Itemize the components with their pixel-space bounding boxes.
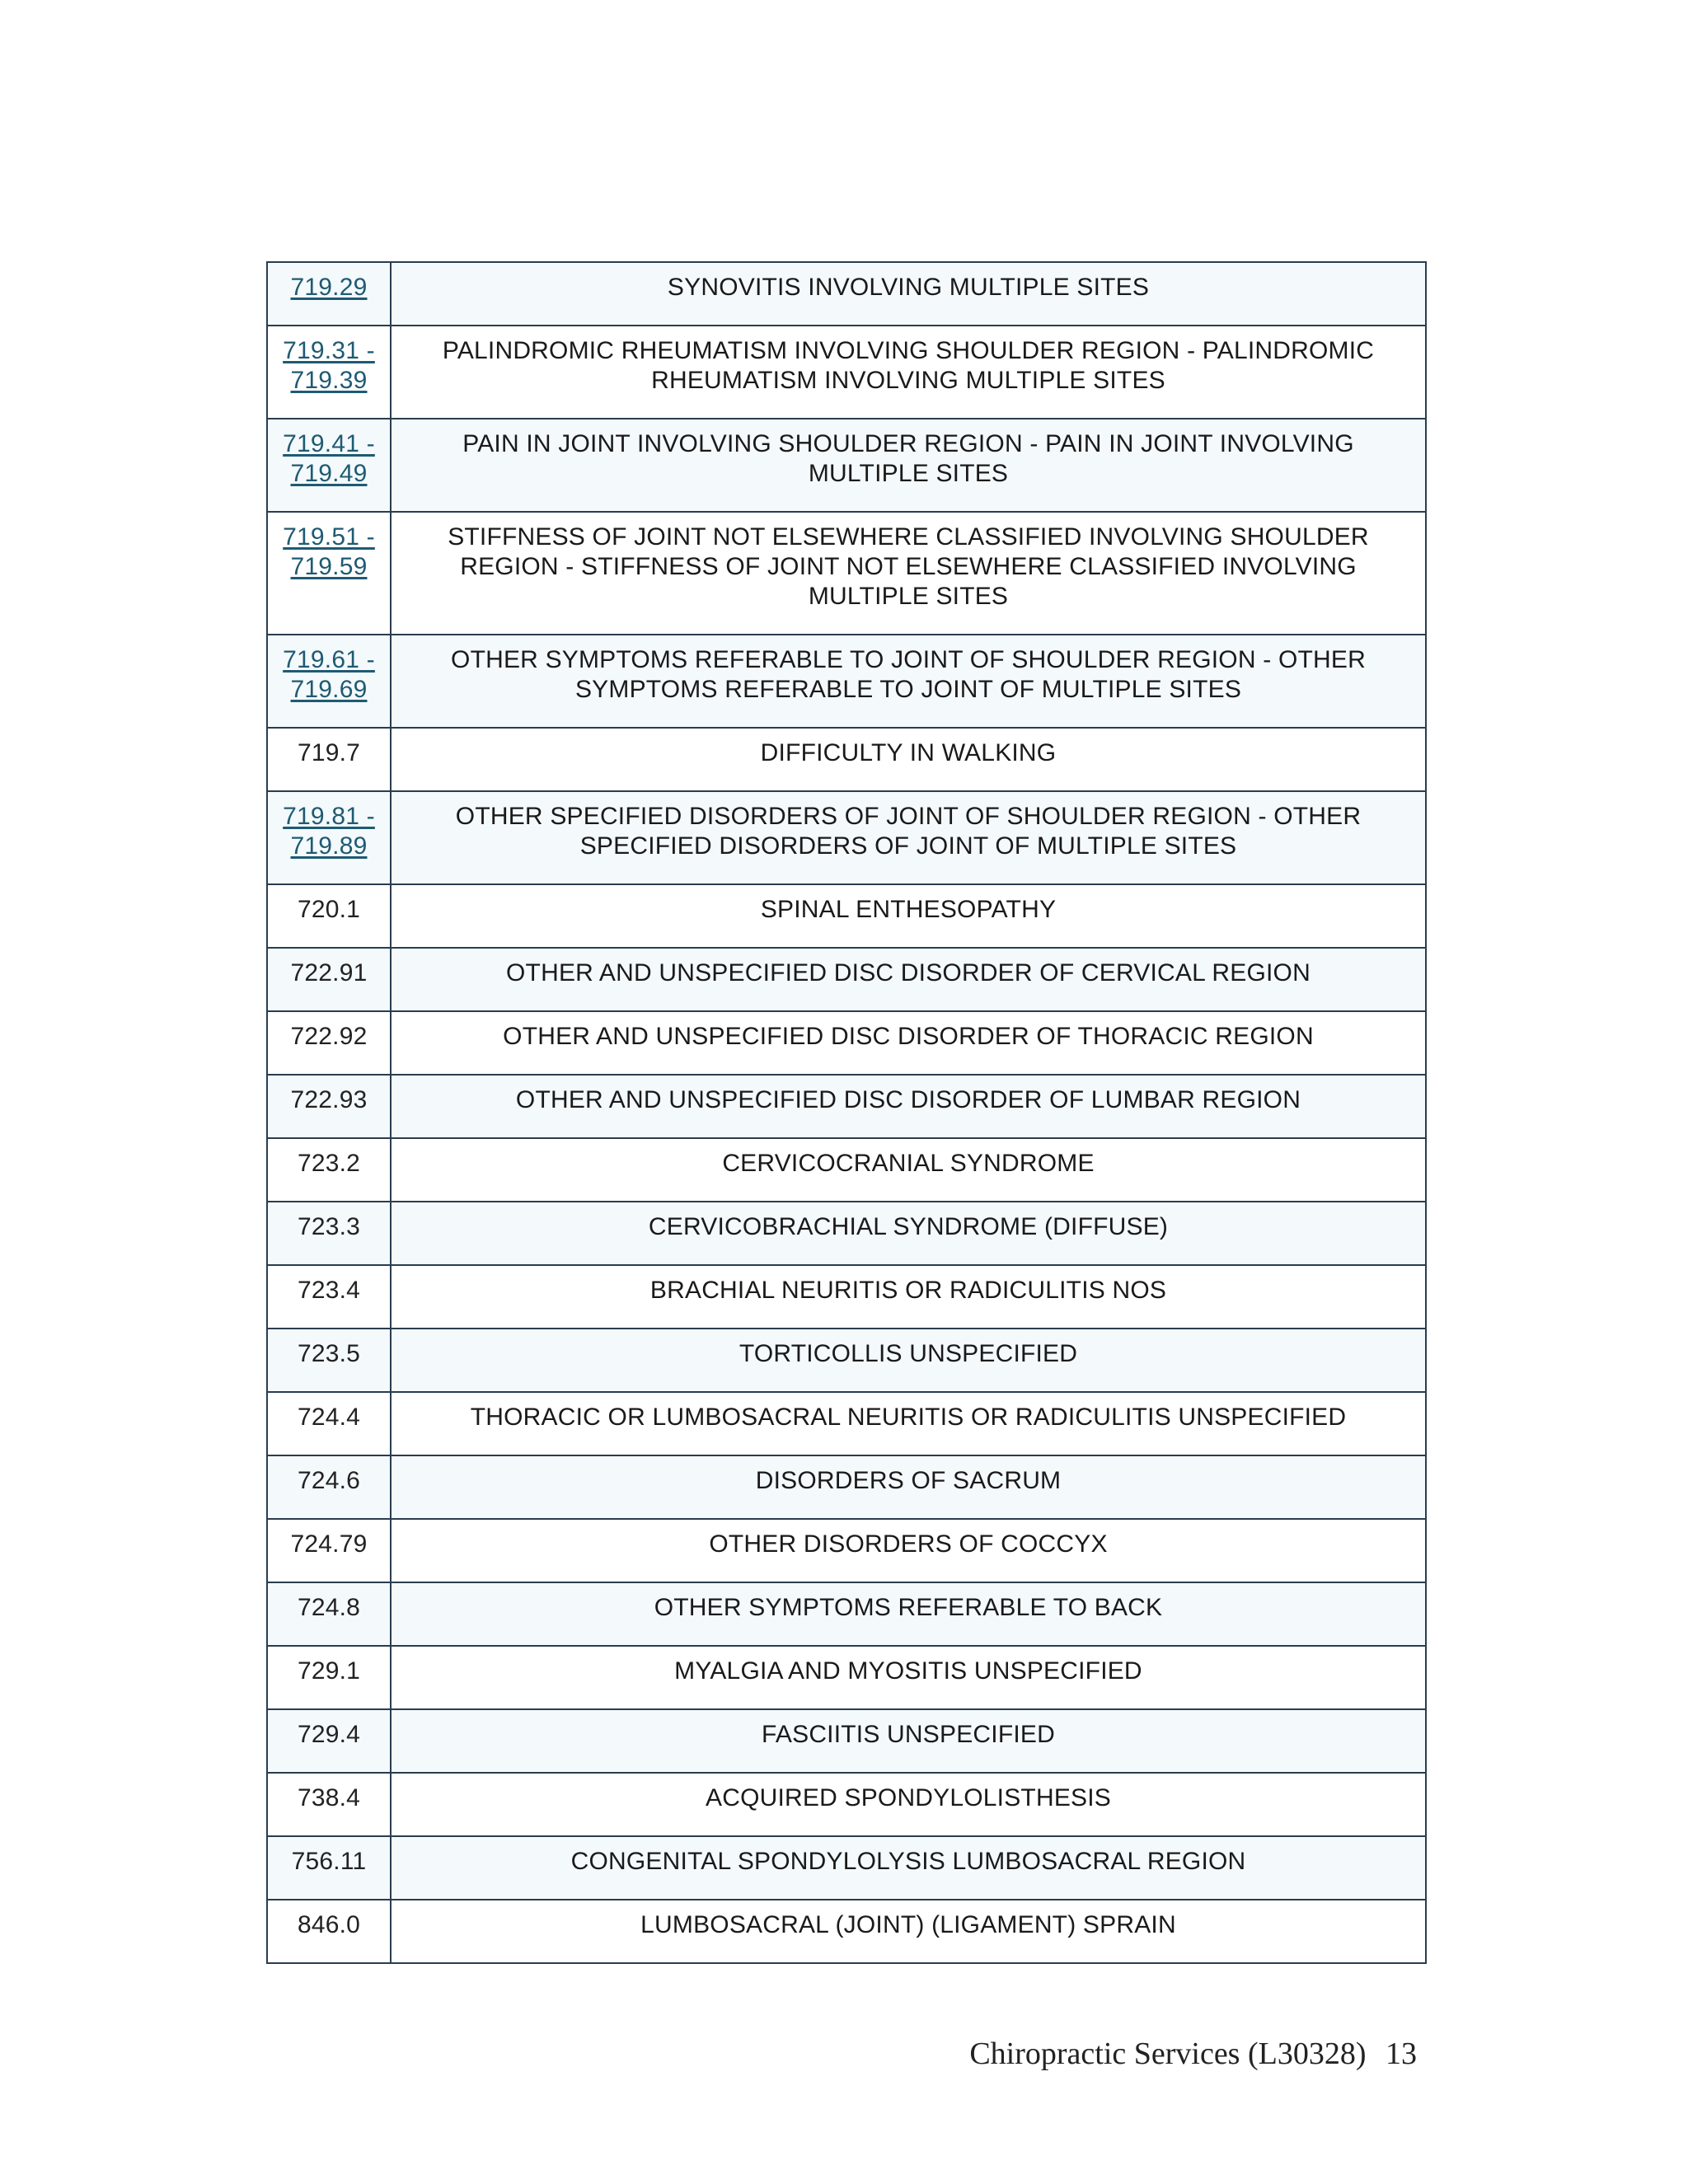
description-cell (391, 1455, 1426, 1519)
description-text: CERVICOCRANIAL SYNDROME (722, 1150, 1095, 1177)
description-cell (391, 1011, 1426, 1075)
code-cell (267, 1329, 391, 1392)
description-text: MYALGIA AND MYOSITIS UNSPECIFIED (674, 1657, 1142, 1685)
code-text[interactable]: 719.31 - (283, 337, 375, 364)
description-cell (391, 1075, 1426, 1138)
description-cell (391, 884, 1426, 948)
code-cell[interactable] (267, 326, 391, 419)
code-text[interactable]: 719.41 - (283, 430, 375, 457)
description-cell (391, 262, 1426, 326)
table-row (267, 1202, 1426, 1265)
description-cell (391, 948, 1426, 1011)
code-cell[interactable] (267, 419, 391, 512)
code-text: 723.2 (297, 1150, 361, 1177)
code-text: 724.4 (297, 1404, 361, 1431)
description-cell (391, 512, 1426, 635)
description-text: OTHER SPECIFIED DISORDERS OF JOINT OF SHOULDER REGION - OTHER SPECIFIED DISORDERS OF JOINT OF MULTIPLE SITES (455, 803, 1362, 860)
description-text: THORACIC OR LUMBOSACRAL NEURITIS OR RADICULITIS UNSPECIFIED (470, 1404, 1347, 1431)
table-row (267, 262, 1426, 326)
description-cell (391, 635, 1426, 728)
description-text: CERVICOBRACHIAL SYNDROME (DIFFUSE) (648, 1213, 1169, 1240)
code-range-end-text[interactable]: 719.59 (290, 553, 368, 580)
code-text: 724.79 (290, 1530, 368, 1558)
table-row (267, 1709, 1426, 1773)
description-cell (391, 1582, 1426, 1646)
code-text: 722.93 (290, 1086, 368, 1113)
code-cell (267, 1519, 391, 1582)
code-range-end-text[interactable]: 719.39 (290, 367, 368, 394)
code-cell (267, 1709, 391, 1773)
table-row (267, 1519, 1426, 1582)
description-cell (391, 1265, 1426, 1329)
code-text: 846.0 (297, 1911, 361, 1938)
code-cell (267, 1392, 391, 1455)
description-text: BRACHIAL NEURITIS OR RADICULITIS NOS (649, 1277, 1167, 1304)
table-row (267, 1455, 1426, 1519)
table-row (267, 1900, 1426, 1963)
code-cell (267, 948, 391, 1011)
code-text: 720.1 (297, 896, 361, 923)
table-row (267, 1329, 1426, 1392)
table-row (267, 1646, 1426, 1709)
code-cell (267, 1138, 391, 1202)
page-footer (969, 2036, 1417, 2072)
description-text: PAIN IN JOINT INVOLVING SHOULDER REGION - PAIN IN JOINT INVOLVING MULTIPLE SITES (462, 430, 1354, 487)
code-text: 738.4 (297, 1784, 361, 1811)
description-cell (391, 1329, 1426, 1392)
description-text: FASCIITIS UNSPECIFIED (762, 1721, 1055, 1748)
description-text: DISORDERS OF SACRUM (755, 1467, 1062, 1494)
code-text[interactable]: 719.81 - (283, 803, 375, 830)
table-row (267, 1582, 1426, 1646)
footer-title: Chiropractic Services (L30328) (969, 2036, 1367, 2071)
description-text: SPINAL ENTHESOPATHY (760, 896, 1057, 923)
code-cell (267, 1900, 391, 1963)
code-link[interactable] (283, 523, 375, 580)
code-cell (267, 1582, 391, 1646)
description-text: ACQUIRED SPONDYLOLISTHESIS (706, 1784, 1111, 1811)
code-link[interactable] (291, 274, 368, 301)
description-text: TORTICOLLIS UNSPECIFIED (738, 1340, 1078, 1367)
code-text: 723.4 (297, 1277, 361, 1304)
code-cell (267, 728, 391, 791)
code-text[interactable]: 719.61 - (283, 646, 375, 673)
table-row (267, 635, 1426, 728)
description-cell (391, 1519, 1426, 1582)
description-cell (391, 1709, 1426, 1773)
description-text: LUMBOSACRAL (JOINT) (LIGAMENT) SPRAIN (640, 1911, 1176, 1938)
table-row (267, 512, 1426, 635)
description-cell (391, 1836, 1426, 1900)
code-cell (267, 1836, 391, 1900)
description-cell (391, 326, 1426, 419)
code-cell[interactable] (267, 791, 391, 884)
code-text: 729.4 (297, 1721, 361, 1748)
code-cell (267, 1773, 391, 1836)
code-text: 722.91 (290, 959, 368, 987)
diagnosis-code-table (266, 261, 1427, 1964)
description-cell (391, 791, 1426, 884)
table-row (267, 419, 1426, 512)
description-text: PALINDROMIC RHEUMATISM INVOLVING SHOULDER REGION - PALINDROMIC RHEUMATISM INVOLVING MULTIPLE SITES (442, 337, 1375, 394)
code-cell[interactable] (267, 635, 391, 728)
code-table-body (267, 262, 1426, 1963)
code-text[interactable]: 719.29 (290, 274, 368, 301)
code-link[interactable] (283, 803, 375, 860)
table-row (267, 1836, 1426, 1900)
code-cell[interactable] (267, 512, 391, 635)
code-cell[interactable] (267, 262, 391, 326)
table-row (267, 884, 1426, 948)
description-cell (391, 1773, 1426, 1836)
description-text: OTHER AND UNSPECIFIED DISC DISORDER OF CERVICAL REGION (506, 959, 1311, 987)
table-row (267, 728, 1426, 791)
code-text: 729.1 (297, 1657, 361, 1685)
code-text[interactable]: 719.51 - (283, 523, 375, 551)
description-text: OTHER SYMPTOMS REFERABLE TO BACK (654, 1594, 1163, 1621)
code-cell (267, 1202, 391, 1265)
table-row (267, 1075, 1426, 1138)
code-range-end-text[interactable]: 719.49 (290, 460, 368, 487)
description-text: CONGENITAL SPONDYLOLYSIS LUMBOSACRAL REGION (570, 1848, 1246, 1875)
code-cell (267, 1646, 391, 1709)
description-cell (391, 1138, 1426, 1202)
code-text: 724.6 (297, 1467, 361, 1494)
table-row (267, 1773, 1426, 1836)
code-range-end-text[interactable]: 719.89 (290, 832, 368, 860)
code-text: 723.3 (297, 1213, 361, 1240)
description-text: DIFFICULTY IN WALKING (760, 739, 1057, 766)
description-text: OTHER AND UNSPECIFIED DISC DISORDER OF LUMBAR REGION (515, 1086, 1301, 1113)
description-text: OTHER SYMPTOMS REFERABLE TO JOINT OF SHOULDER REGION - OTHER SYMPTOMS REFERABLE TO JOINT OF MULTIPLE SITES (451, 646, 1366, 703)
code-text: 724.8 (297, 1594, 361, 1621)
code-text: 723.5 (297, 1340, 361, 1367)
code-link[interactable] (283, 430, 375, 487)
table-row (267, 1011, 1426, 1075)
description-cell (391, 1392, 1426, 1455)
code-cell (267, 1075, 391, 1138)
description-cell (391, 728, 1426, 791)
code-range-end-text[interactable]: 719.69 (290, 676, 368, 703)
code-text: 719.7 (297, 739, 361, 766)
code-cell (267, 1455, 391, 1519)
table-row (267, 326, 1426, 419)
code-cell (267, 1265, 391, 1329)
code-text: 722.92 (290, 1023, 368, 1050)
description-cell (391, 419, 1426, 512)
table-row (267, 1392, 1426, 1455)
table-row (267, 1265, 1426, 1329)
code-cell (267, 1011, 391, 1075)
table-row (267, 791, 1426, 884)
table-row (267, 948, 1426, 1011)
description-text: STIFFNESS OF JOINT NOT ELSEWHERE CLASSIFIED INVOLVING SHOULDER REGION - STIFFNESS OF JOINT NOT ELSEWHERE CLASSIFIED INVOLVING MULTIPLE SITES (448, 523, 1369, 610)
description-cell (391, 1202, 1426, 1265)
description-text: OTHER DISORDERS OF COCCYX (709, 1530, 1108, 1558)
code-cell (267, 884, 391, 948)
description-cell (391, 1900, 1426, 1963)
code-link[interactable] (283, 337, 375, 394)
table-row (267, 1138, 1426, 1202)
code-text: 756.11 (291, 1848, 367, 1875)
description-cell (391, 1646, 1426, 1709)
code-link[interactable] (283, 646, 375, 703)
page-number: 13 (1386, 2036, 1417, 2071)
description-text: SYNOVITIS INVOLVING MULTIPLE SITES (667, 274, 1150, 301)
description-text: OTHER AND UNSPECIFIED DISC DISORDER OF THORACIC REGION (503, 1023, 1314, 1050)
